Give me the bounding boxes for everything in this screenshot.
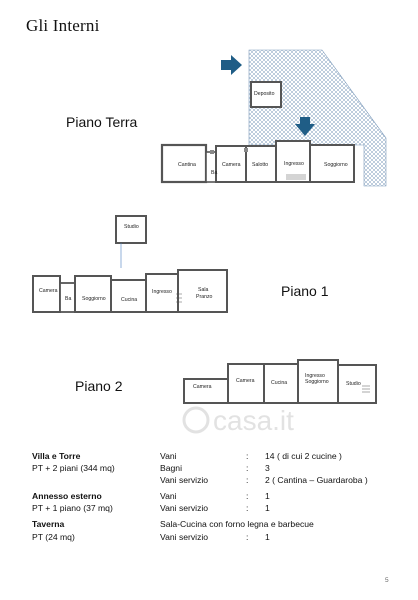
floor-label-piano-terra: Piano Terra xyxy=(66,114,138,130)
property-details xyxy=(32,450,402,543)
villa-row-1 xyxy=(32,450,402,462)
room-label-sala: Sala xyxy=(198,287,209,293)
taverna-row-2 xyxy=(32,531,402,543)
room-label-ingresso-p1: Ingresso xyxy=(152,289,172,295)
room-label-camera-pt: Camera xyxy=(222,162,241,168)
annesso-vani-label: Vani xyxy=(160,491,177,502)
separator: : xyxy=(246,503,249,514)
villa-row-3 xyxy=(32,474,402,486)
villa-bagni-label: Bagni xyxy=(160,463,182,474)
taverna-desc: Sala-Cucina con forno legna e barbecue xyxy=(160,519,314,530)
villa-row-2 xyxy=(32,462,402,474)
annesso-vani-value: 1 xyxy=(265,491,270,502)
page-number: 5 xyxy=(385,577,389,584)
separator: : xyxy=(246,463,249,474)
room-label-pranzo: Pranzo xyxy=(196,294,213,300)
floor-label-piano-2: Piano 2 xyxy=(75,378,123,394)
room-label-ba-p1: Ba xyxy=(65,296,72,302)
room-label-cucina-p1: Cucina xyxy=(121,297,138,303)
annesso-name: Annesso esterno xyxy=(32,491,102,502)
room-label-ba-pt: Ba xyxy=(211,170,218,176)
villa-servizio-label: Vani servizio xyxy=(160,475,209,486)
taverna-servizio-label: Vani servizio xyxy=(160,531,209,542)
svg-text:casa.it: casa.it xyxy=(213,405,294,436)
villa-sub: PT + 2 piani (344 mq) xyxy=(32,463,115,474)
room-label-cucina-p2: Cucina xyxy=(271,380,288,386)
room-label-studio-tower: Studio xyxy=(124,224,139,230)
room-label-ingresso-pt: Ingresso xyxy=(284,161,304,167)
separator: : xyxy=(246,491,249,502)
villa-servizio-value: 2 ( Cantina – Guardaroba ) xyxy=(265,475,368,486)
watermark-logo xyxy=(184,405,294,436)
room-label-soggiorno-p2: Soggiorno xyxy=(305,379,329,385)
arrow-right-icon xyxy=(221,55,242,75)
villa-vani-label: Vani xyxy=(160,451,177,461)
villa-bagni-value: 3 xyxy=(265,463,270,474)
taverna-row-1 xyxy=(32,518,402,530)
room-label-salotto: Salotto xyxy=(252,162,269,168)
separator: : xyxy=(246,531,249,542)
villa-name: Villa e Torre xyxy=(32,451,81,461)
floor-label-piano-1: Piano 1 xyxy=(281,283,329,299)
separator: : xyxy=(246,475,249,486)
room-label-soggiorno-p1: Soggiorno xyxy=(82,296,106,302)
room-label-deposito: Deposito xyxy=(254,91,275,97)
room-label-ingresso-p2: Ingresso xyxy=(305,373,325,379)
villa-vani-value: 14 ( di cui 2 cucine ) xyxy=(265,451,342,461)
annesso-row-2 xyxy=(32,502,402,514)
room-label-camera-p2b: Camera xyxy=(236,378,255,384)
room-label-soggiorno-pt: Soggiorno xyxy=(324,162,348,168)
annesso-row-1 xyxy=(32,490,402,502)
page-title: Gli Interni xyxy=(26,16,100,35)
room-label-studio-p2: Studio xyxy=(346,381,361,387)
taverna-name: Taverna xyxy=(32,519,65,530)
annesso-servizio-label: Vani servizio xyxy=(160,503,209,514)
taverna-servizio-value: 1 xyxy=(265,531,270,542)
annesso-servizio-value: 1 xyxy=(265,503,270,514)
annesso-sub: PT + 1 piano (37 mq) xyxy=(32,503,113,514)
room-label-camera-p2a: Camera xyxy=(193,384,212,390)
room-label-camera-p1: Camera xyxy=(39,288,58,294)
taverna-sub: PT (24 mq) xyxy=(32,531,75,542)
separator: : xyxy=(246,451,249,461)
room-label-cantina: Cantina xyxy=(178,162,196,168)
